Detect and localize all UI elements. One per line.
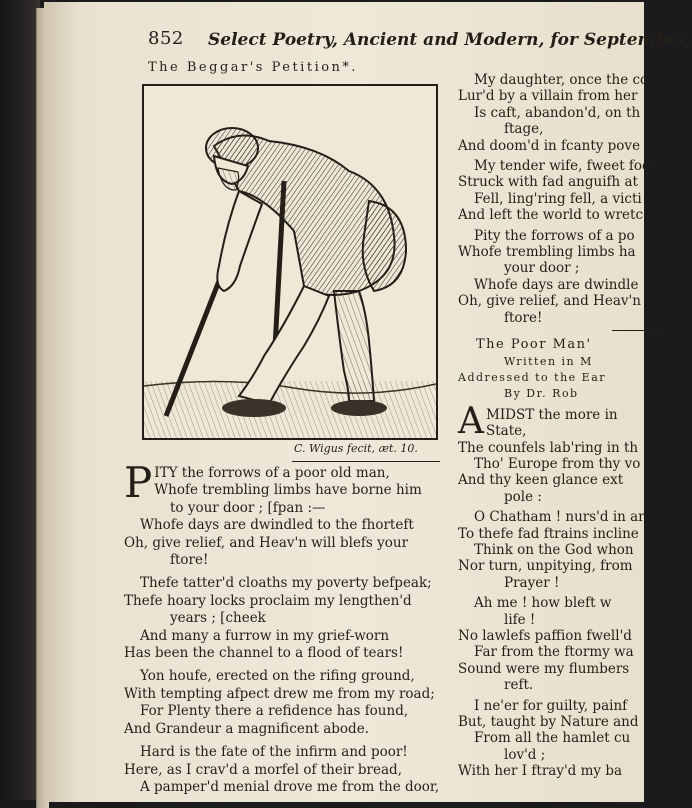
stanza (124, 458, 444, 569)
verse-line: The counfels lab'ring in th (458, 439, 639, 456)
verse-line: Whofe days are dwindled to the fhorteft (140, 517, 414, 534)
verse-line: ftore! (504, 309, 543, 326)
stanza (458, 228, 678, 326)
right-poem-column (458, 72, 678, 784)
page-number: 852 (148, 28, 184, 49)
poem-dedication: Addressed to the Ear (458, 370, 607, 384)
verse-line: And doom'd in fcanty pove (458, 137, 641, 154)
verse-line: lov'd ; (504, 746, 546, 763)
verse-line: To thefe fad ftrains incline (458, 525, 639, 542)
verse-line: My daughter, once the co (474, 72, 649, 88)
second-poem-title: The Poor Man' (476, 337, 592, 353)
verse-line: pole : (504, 488, 542, 505)
drop-cap: P (124, 458, 153, 507)
verse-line: Here, as I crav'd a morfel of their bread, (124, 761, 402, 778)
stanza (458, 400, 678, 505)
verse-line: ITY the forrows of a poor old man, (154, 465, 390, 481)
verse-line: But, taught by Nature and (458, 714, 639, 731)
stanza (458, 72, 678, 154)
verse-line: Sound were my flumbers (458, 660, 630, 677)
verse-line: Has been the channel to a flood of tears! (124, 645, 404, 662)
verse-line: And thy keen glance ext (458, 472, 624, 489)
verse-line: Is caft, abandon'd, on th (474, 104, 641, 121)
drop-cap: A (458, 400, 484, 442)
verse-line: A pamper'd menial drove me from the door, (140, 778, 440, 795)
verse-line: life ! (504, 611, 536, 628)
verse-line: Lur'd by a villain from her (458, 88, 638, 105)
verse-line: reft. (504, 677, 534, 694)
verse-line: Whofe trembling limbs have borne him (154, 482, 422, 499)
verse-line: And many a furrow in my grief-worn (140, 627, 390, 644)
verse-line: Prayer ! (504, 574, 560, 591)
verse-line: ftage, (504, 121, 544, 138)
stanza (458, 509, 678, 591)
left-poem-column (124, 458, 444, 802)
engraving-credit: C. Wigus fecit, ӕt. 10. (294, 442, 418, 455)
stanza (124, 575, 444, 662)
verse-line: Hard is the fate of the infirm and poor! (140, 744, 408, 761)
verse-line: Ah me ! how bleft w (474, 595, 612, 612)
stanza (458, 595, 678, 693)
verse-line: your door ; (504, 260, 580, 277)
verse-line: Thefe hoary locks proclaim my lengthen'd (124, 592, 412, 609)
verse-line: Yon houfe, erected on the rifing ground, (140, 668, 415, 685)
divider-rule (292, 461, 440, 462)
stanza (124, 744, 444, 796)
verse-line: Oh, give relief, and Heav'n will blefs your (124, 534, 409, 551)
verse-line: Thefe tatter'd cloaths my poverty befpeak; (140, 575, 432, 592)
verse-line: My tender wife, fweet foo (474, 158, 651, 175)
verse-line: Far from the ftormy wa (474, 644, 634, 661)
verse-line: And Grandeur a magnificent abode. (124, 720, 369, 737)
stanza (124, 668, 444, 738)
verse-line: MIDST the more in (486, 406, 618, 423)
verse-line: Struck with fad anguifh at (458, 174, 638, 191)
stanza (458, 158, 678, 224)
verse-line: Tho' Europe from thy vo (474, 455, 641, 472)
verse-line: From all the hamlet cu (474, 730, 631, 747)
verse-line: O Chatham ! nurs'd in ar (474, 509, 645, 526)
poem-author: By Dr. Rob (504, 387, 579, 401)
verse-line: With her I ftray'd my ba (458, 763, 623, 780)
verse-line: No lawlefs paffion fwell'd (458, 628, 632, 644)
beggar-woodcut-illustration (142, 84, 438, 440)
verse-line: For Plenty there a refidence has found, (140, 703, 409, 720)
verse-line: With tempting afpect drew me from my road; (124, 685, 435, 702)
verse-line: State, (486, 423, 527, 440)
verse-line: Whofe trembling limbs ha (458, 244, 636, 261)
poem-subtitle: Written in M (504, 354, 593, 368)
verse-line: Pity the forrows of a po (474, 227, 635, 244)
verse-line: Nor turn, unpitying, from (458, 558, 633, 575)
stanza (458, 698, 678, 780)
section-divider (612, 330, 664, 331)
verse-line: years ; [cheek (170, 610, 266, 627)
verse-line: Oh, give relief, and Heav'n (458, 293, 641, 310)
book-spine (0, 0, 40, 800)
verse-line: Think on the God whon (474, 541, 634, 558)
verse-line: Fell, ling'ring fell, a victi (474, 190, 642, 207)
verse-line: And left the world to wretc (458, 207, 644, 224)
verse-line: ftore! (170, 552, 209, 569)
book-page (44, 2, 692, 802)
running-head: Select Poetry, Ancient and Modern, for September, (208, 30, 692, 50)
verse-line: to your door ; [fpan :— (170, 499, 326, 516)
verse-line: I ne'er for guilty, painf (474, 697, 628, 714)
verse-line: Whofe days are dwindle (474, 276, 639, 293)
poem-title: The Beggar's Petition*. (148, 60, 359, 75)
